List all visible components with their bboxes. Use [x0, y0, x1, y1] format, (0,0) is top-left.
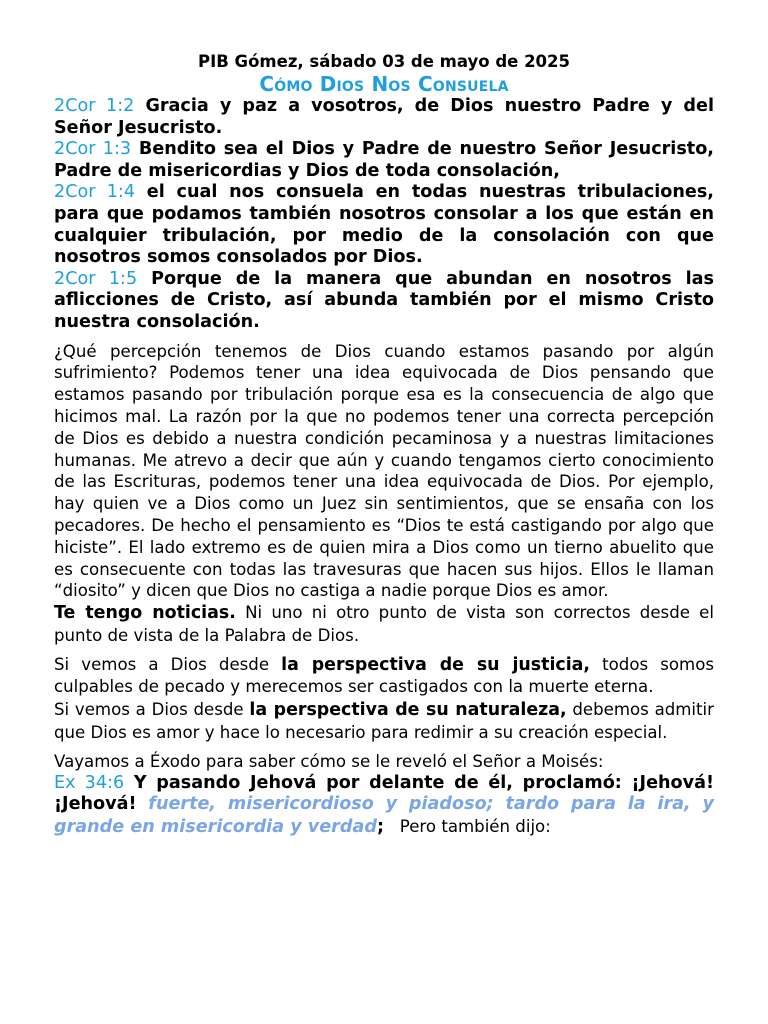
body-paragraph-5: Vayamos a Éxodo para saber cómo se le reveló el Señor a Moisés: — [54, 751, 604, 771]
body-paragraph-2 — [54, 602, 714, 647]
verse-ref — [54, 182, 135, 202]
verse-text: Gracia y paz a vosotros, de Dios nuestro Padre y del Señor Jesucristo. — [54, 96, 714, 138]
verse-ref-book: 2Cor — [54, 182, 96, 203]
church-date-line: PIB Gómez, sábado 03 de mayo de 2025 — [198, 52, 570, 71]
paragraph-text: todos somos culpables de pecado y merecemos ser castigados con la muerte eterna. — [54, 654, 714, 697]
verse-4 — [54, 269, 714, 334]
verse-2 — [54, 139, 714, 182]
body-paragraph-4 — [54, 699, 714, 744]
verse-ref-num: 1:4 — [95, 182, 136, 203]
bold-phrase: la perspectiva de su justicia, — [281, 654, 591, 675]
body-paragraph-1: ¿Qué percepción tenemos de Dios cuando estamos pasando por algún sufrimiento? Podemos tener una idea equivocada de Dios pensando que estamos pasando por tribulación porque esa es la consecuencia de algo que hicimos mal. La razón por la que no podemos tener una correcta percepción de Dios es debido a nuestra condición pecaminosa y a nuestras limitaciones humanas. Me atrevo a decir que aún y cuando tengamos cierto conocimiento de las Escrituras, podemos tener una idea equivocada de Dios. Por ejemplo, hay quien ve a Dios como un Juez sin sentimientos, que se ensaña con los pecadores. De hecho el pensamiento es “Dios te está castigando por algo que hiciste”. El lado extremo es de quien mira a Dios como un tierno abuelito que es consecuente con todas las travesuras que hacen sus hijos. Ellos le llaman “diosito” y dicen que Dios no castiga a nadie porque Dios es amor. — [54, 341, 714, 601]
verse-ref-num: 1:2 — [95, 96, 135, 116]
paragraph-text: Ni uno ni otro punto de vista son correctos desde el punto de vista de la Palabra de Dios. — [54, 603, 714, 645]
bold-phrase: Te tengo noticias. — [54, 603, 236, 624]
verse-punctuation: ; — [376, 816, 384, 837]
verse-ref-num: 1:3 — [95, 139, 132, 160]
verse-ref-book: 2Cor — [54, 268, 96, 289]
exodus-verse — [54, 773, 714, 839]
verse-ref-num: 1:5 — [95, 268, 138, 289]
verse-text: Y pasando Jehová por delante de él, proclamó: ¡Jehová! ¡Jehová! — [54, 772, 714, 815]
verse-ref — [54, 139, 131, 159]
verse-ref — [54, 269, 137, 289]
verse-1 — [54, 96, 714, 139]
bold-phrase: la perspectiva de su naturaleza, — [249, 700, 567, 721]
verse-ref — [54, 96, 134, 116]
verse-ref-book: 2Cor — [54, 139, 96, 160]
verse-text: Porque de la manera que abundan en nosotros las aflicciones de Cristo, así abunda también por el mismo Cristo nuestra consolación. — [54, 268, 714, 332]
verse-text: Bendito sea el Dios y Padre de nuestro Señor Jesucristo, Padre de misericordias y Dios de toda consolación, — [54, 139, 714, 181]
verse-3 — [54, 182, 714, 268]
verse-text: el cual nos consuela en todas nuestras tribulaciones, para que podamos también nosotros consolar a los que están en cualquier tribulación, por medio de la consolación con que nosotros somos consolados por Dios. — [54, 182, 714, 268]
verse-ref: Ex 34:6 — [54, 772, 125, 793]
paragraph-text: Si vemos a Dios desde — [54, 700, 250, 720]
paragraph-text: Si vemos a Dios desde — [54, 654, 282, 674]
paragraph-text: Pero también dijo: — [383, 816, 551, 836]
sermon-title: Cómo Dios Nos Consuela — [259, 72, 509, 96]
quoted-attributes: fuerte, misericordioso y piadoso; tardo para la ira, y grande en misericordia y verdad — [54, 794, 715, 837]
verse-ref-book: 2Cor — [54, 96, 96, 116]
paragraph-text: debemos admitir que Dios es amor y hace lo necesario para redimir a su creación especial. — [54, 700, 714, 743]
body-paragraph-3 — [54, 654, 714, 699]
